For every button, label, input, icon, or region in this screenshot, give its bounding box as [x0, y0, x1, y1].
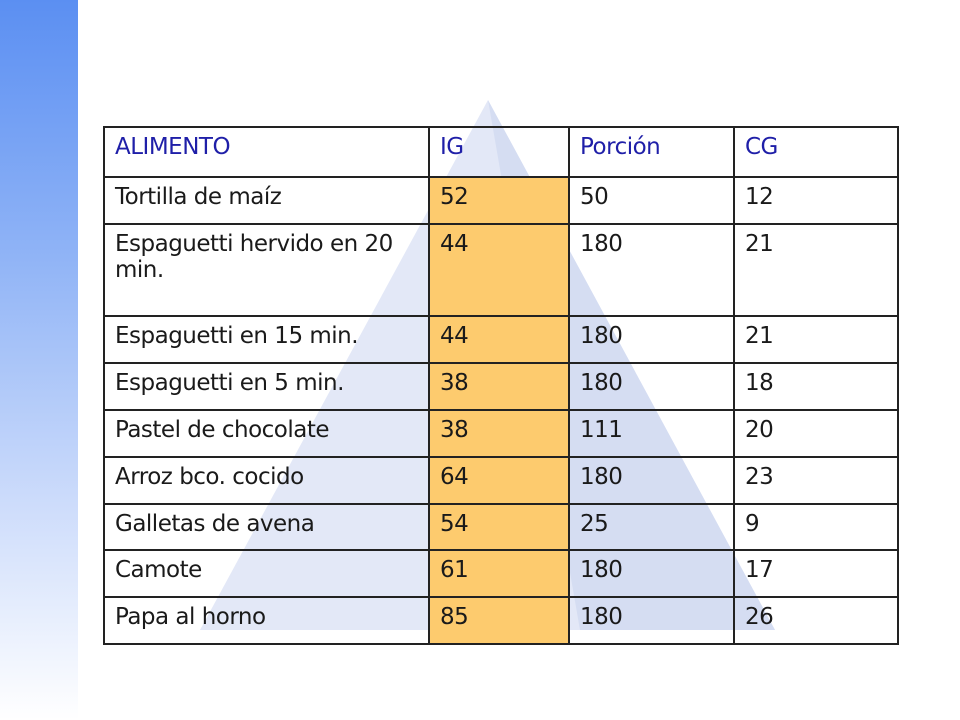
cell-ig: 44 [429, 316, 569, 363]
table-row [104, 597, 898, 644]
cell-alimento: Papa al horno [104, 597, 429, 644]
cell-alimento: Pastel de chocolate [104, 410, 429, 457]
cell-alimento: Tortilla de maíz [104, 177, 429, 224]
table-row [104, 316, 898, 363]
table-row [104, 363, 898, 410]
cell-porcion: 180 [569, 550, 734, 597]
cell-cg: 12 [734, 177, 898, 224]
cell-cg: 21 [734, 316, 898, 363]
cell-porcion: 180 [569, 457, 734, 504]
cell-alimento: Espaguetti en 5 min. [104, 363, 429, 410]
cell-ig: 44 [429, 224, 569, 317]
table-header-row [104, 127, 898, 177]
header-cell-porcion: Porción [569, 127, 734, 177]
table-row [104, 457, 898, 504]
table-row [104, 177, 898, 224]
cell-alimento: Camote [104, 550, 429, 597]
cell-ig: 85 [429, 597, 569, 644]
cell-ig: 61 [429, 550, 569, 597]
header-cell-cg: CG [734, 127, 898, 177]
cell-cg: 9 [734, 504, 898, 551]
cell-ig: 38 [429, 363, 569, 410]
cell-cg: 26 [734, 597, 898, 644]
cell-alimento: Espaguetti en 15 min. [104, 316, 429, 363]
cell-cg: 18 [734, 363, 898, 410]
cell-porcion: 180 [569, 363, 734, 410]
cell-alimento: Galletas de avena [104, 504, 429, 551]
cell-cg: 23 [734, 457, 898, 504]
cell-alimento: Espaguetti hervido en 20 min. [104, 224, 429, 317]
table-row [104, 550, 898, 597]
cell-alimento: Arroz bco. cocido [104, 457, 429, 504]
cell-porcion: 25 [569, 504, 734, 551]
glycemic-table [103, 126, 899, 645]
cell-porcion: 50 [569, 177, 734, 224]
cell-ig: 64 [429, 457, 569, 504]
cell-ig: 52 [429, 177, 569, 224]
table-row [104, 224, 898, 317]
table-row [104, 410, 898, 457]
header-cell-ig: IG [429, 127, 569, 177]
header-cell-alimento: ALIMENTO [104, 127, 429, 177]
cell-porcion: 180 [569, 224, 734, 317]
cell-ig: 54 [429, 504, 569, 551]
cell-cg: 21 [734, 224, 898, 317]
cell-porcion: 180 [569, 316, 734, 363]
table-row [104, 504, 898, 551]
cell-cg: 17 [734, 550, 898, 597]
cell-cg: 20 [734, 410, 898, 457]
cell-ig: 38 [429, 410, 569, 457]
cell-porcion: 111 [569, 410, 734, 457]
cell-porcion: 180 [569, 597, 734, 644]
